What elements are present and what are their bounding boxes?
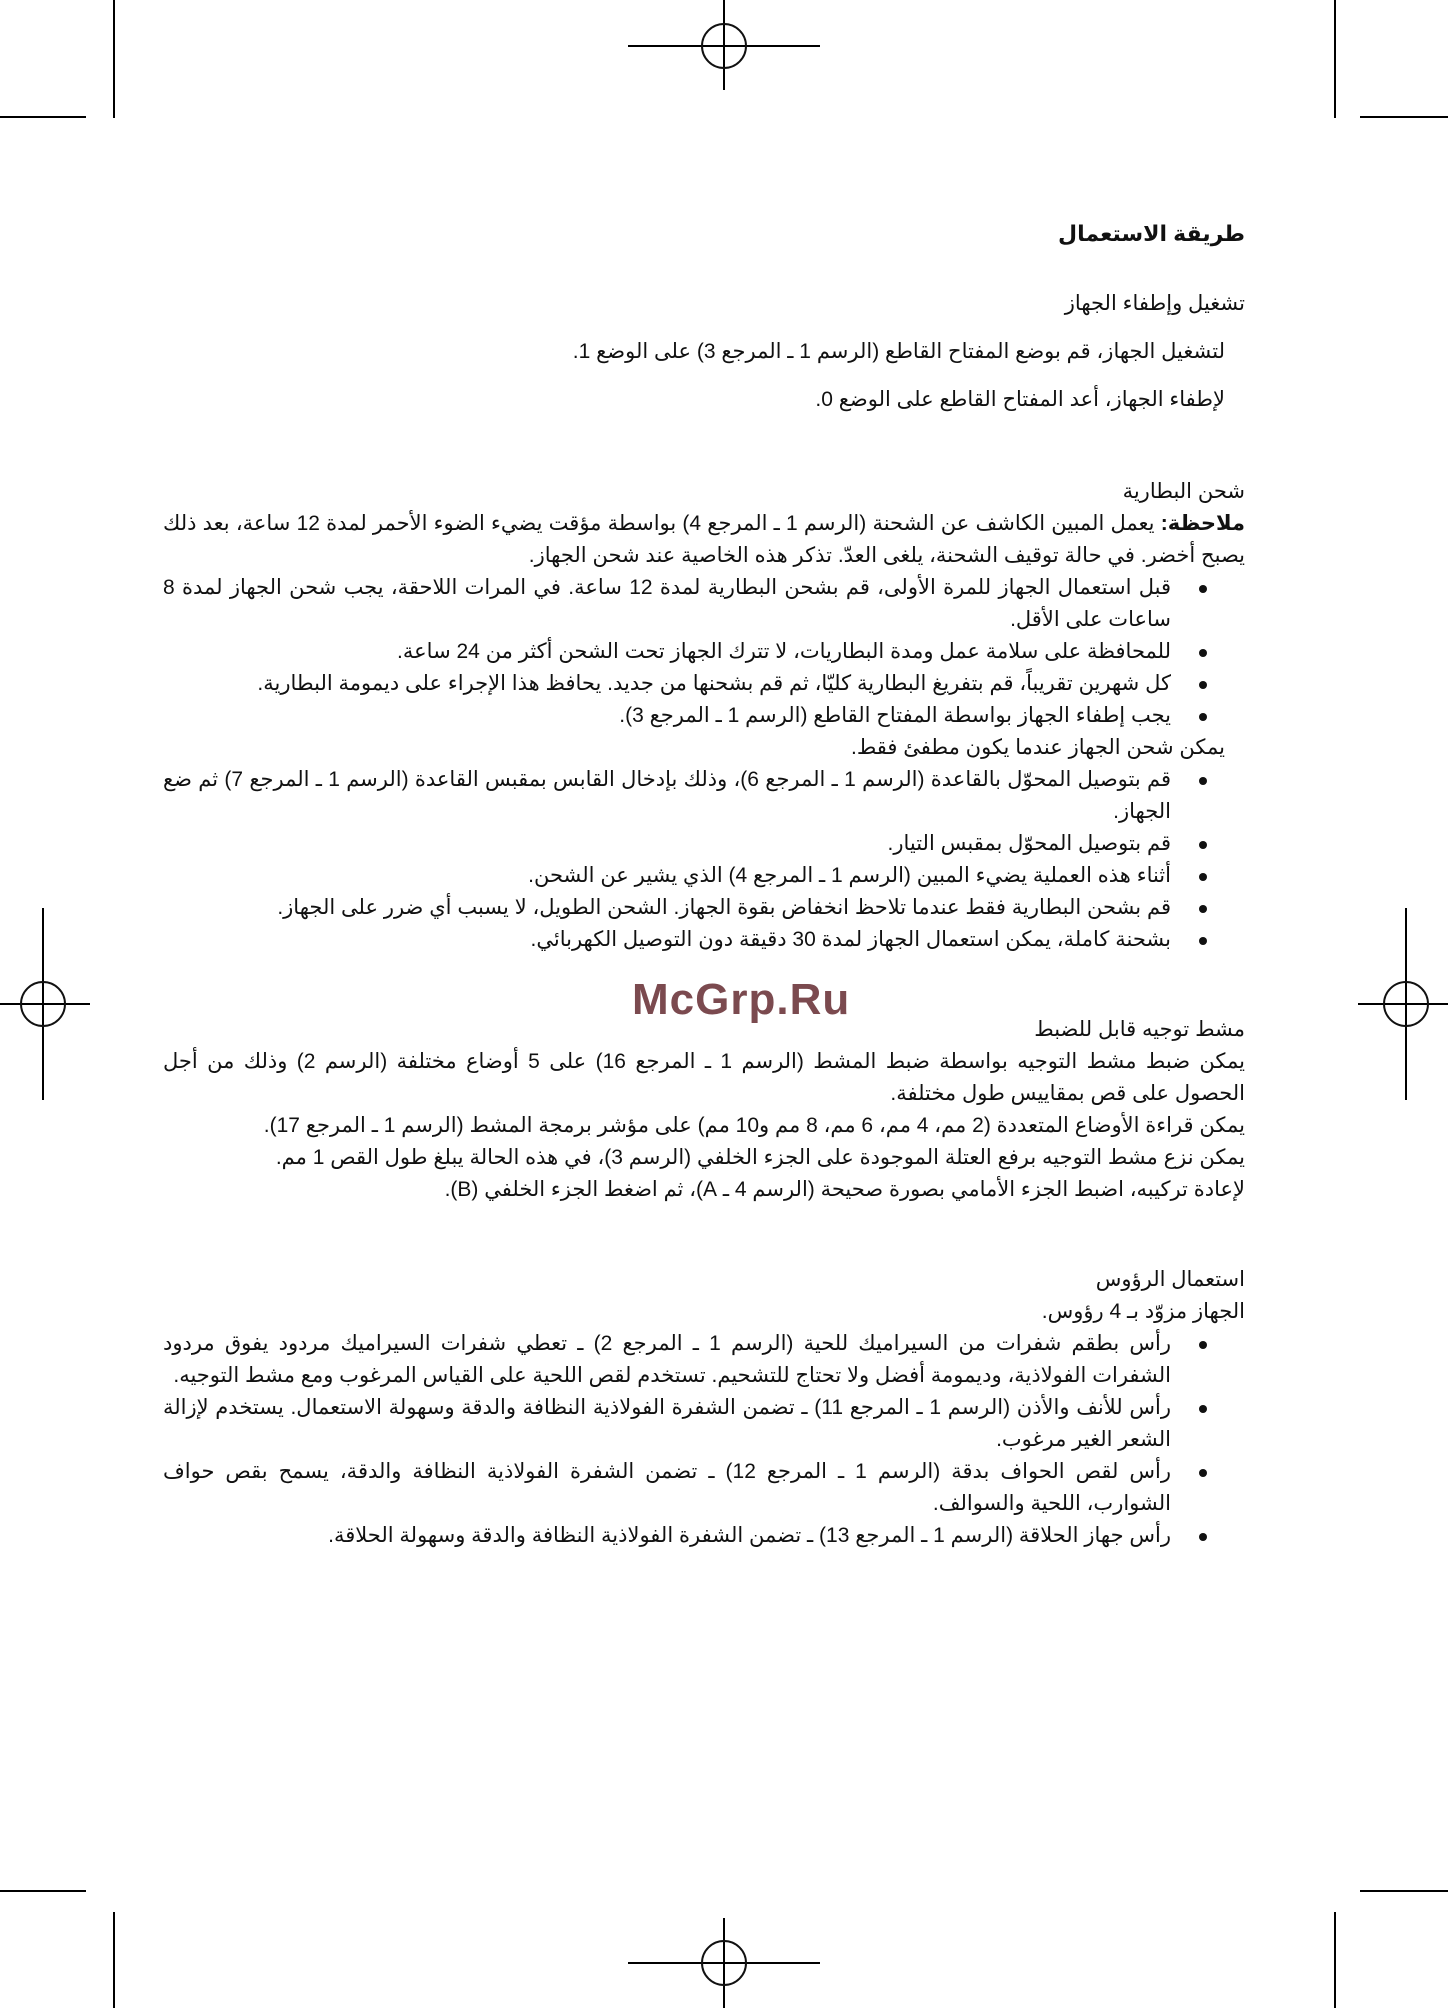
crop-mark-bottom-left-vertical bbox=[113, 1912, 115, 2008]
crop-mark-top-right-horizontal bbox=[1360, 116, 1448, 118]
section-heading-heads: استعمال الرؤوس bbox=[1095, 1268, 1245, 1291]
bullet-dot bbox=[1199, 873, 1207, 881]
list-item: رأس جهاز الحلاقة (الرسم 1 ـ المرجع 13) ـ تضمن الشفرة الفولاذية النظافة والدقة وسهولة الحلاقة. bbox=[163, 1520, 1245, 1552]
bullet-dot bbox=[1199, 841, 1207, 849]
bullet-dot bbox=[1199, 713, 1207, 721]
heads-bullet-list bbox=[163, 1328, 1245, 1552]
watermark-text: McGrp.Ru bbox=[632, 975, 851, 1024]
list-item: للمحافظة على سلامة عمل ومدة البطاريات، لا تترك الجهاز تحت الشحن أكثر من 24 ساعة. bbox=[163, 636, 1245, 668]
comb-paragraph: يمكن ضبط مشط التوجيه بواسطة ضبط المشط (الرسم 1 ـ المرجع 16) على 5 أوضاع مختلفة (الرسم 2) وذلك من أجل الحصول على قص بمقاييس طول مختلفة. bbox=[163, 1050, 1245, 1105]
section-heading-battery: شحن البطارية bbox=[1122, 480, 1245, 503]
bullet-dot bbox=[1199, 1469, 1207, 1477]
document-page bbox=[163, 218, 1245, 1552]
bullet-dot bbox=[1199, 905, 1207, 913]
comb-paragraph: يمكن نزع مشط التوجيه برفع العتلة الموجودة على الجزء الخلفي (الرسم 3)، في هذه الحالة يبلغ طول القص 1 مم. bbox=[275, 1146, 1245, 1169]
bullet-dot bbox=[1199, 777, 1207, 785]
list-item: رأس بطقم شفرات من السيراميك للحية (الرسم 1 ـ المرجع 2) ـ تعطي شفرات السيراميك مردود يفوق مردود الشفرات الفولاذية، وديمومة أفضل ولا تحتاج للتشحيم. تستخدم لقص اللحية على القياس المرغوب ومع مشط التوجيه. bbox=[163, 1328, 1245, 1392]
list-item: قم بشحن البطارية فقط عندما تلاحظ انخفاض بقوة الجهاز. الشحن الطويل، لا يسبب أي ضرر على الجهاز. bbox=[163, 892, 1245, 924]
list-item: قبل استعمال الجهاز للمرة الأولى، قم بشحن البطارية لمدة 12 ساعة. في المرات اللاحقة، يجب شحن الجهاز لمدة 8 ساعات على الأقل. bbox=[163, 572, 1245, 636]
heads-intro: الجهاز مزوّد بـ 4 رؤوس. bbox=[1041, 1300, 1245, 1323]
list-item: رأس للأنف والأذن (الرسم 1 ـ المرجع 11) ـ تضمن الشفرة الفولاذية النظافة والدقة وسهولة الاستعمال. يستخدم لإزالة الشعر الغير مرغوب. bbox=[163, 1392, 1245, 1456]
battery-bullet-list-1 bbox=[163, 572, 1245, 732]
bullet-dot bbox=[1199, 1341, 1207, 1349]
bullet-dot bbox=[1199, 1533, 1207, 1541]
list-item: يجب إطفاء الجهاز بواسطة المفتاح القاطع (الرسم 1 ـ المرجع 3). bbox=[163, 700, 1245, 732]
comb-paragraph: لإعادة تركيبه، اضبط الجزء الأمامي بصورة صحيحة (الرسم 4 ـ A)، ثم اضغط الجزء الخلفي (B). bbox=[444, 1178, 1245, 1201]
charge-condition-text: يمكن شحن الجهاز عندما يكون مطفئ فقط. bbox=[850, 736, 1225, 759]
list-item: كل شهرين تقريباً، قم بتفريغ البطارية كليّا، ثم قم بشحنها من جديد. يحافظ هذا الإجراء على ديمومة البطارية. bbox=[163, 668, 1245, 700]
crop-mark-top-right-vertical bbox=[1334, 0, 1336, 118]
list-item: بشحنة كاملة، يمكن استعمال الجهاز لمدة 30 دقيقة دون التوصيل الكهربائي. bbox=[163, 924, 1245, 956]
section-heading-comb: مشط توجيه قابل للضبط bbox=[1034, 1018, 1245, 1041]
crop-mark-top-left-vertical bbox=[113, 0, 115, 118]
page-title: طريقة الاستعمال bbox=[1057, 221, 1245, 246]
note-text: يعمل المبين الكاشف عن الشحنة (الرسم 1 ـ المرجع 4) بواسطة مؤقت يضيء الضوء الأحمر لمدة 12 ساعة، بعد ذلك يصبح أخضر. في حالة توقيف الشحنة، يلغى العدّ. تذكر هذه الخاصية عند شحن الجهاز. bbox=[163, 512, 1245, 567]
comb-paragraph: يمكن قراءة الأوضاع المتعددة (2 مم، 4 مم، 6 مم، 8 مم و10 مم) على مؤشر برمجة المشط (الرسم 1 ـ المرجع 17). bbox=[263, 1114, 1245, 1137]
bullet-dot bbox=[1199, 1405, 1207, 1413]
bullet-dot bbox=[1199, 585, 1207, 593]
bullet-dot bbox=[1199, 937, 1207, 945]
crop-mark-bottom-right-horizontal bbox=[1360, 1890, 1448, 1892]
power-on-instruction: لتشغيل الجهاز، قم بوضع المفتاح القاطع (الرسم 1 ـ المرجع 3) على الوضع 1. bbox=[572, 340, 1225, 363]
list-item: أثناء هذه العملية يضيء المبين (الرسم 1 ـ المرجع 4) الذي يشير عن الشحن. bbox=[163, 860, 1245, 892]
crop-mark-top-left-horizontal bbox=[0, 116, 86, 118]
list-item: قم بتوصيل المحوّل بالقاعدة (الرسم 1 ـ المرجع 6)، وذلك بإدخال القابس بمقبس القاعدة (الرسم 1 ـ المرجع 7) ثم ضع الجهاز. bbox=[163, 764, 1245, 828]
battery-note bbox=[163, 508, 1245, 572]
bullet-dot bbox=[1199, 681, 1207, 689]
crop-mark-bottom-left-horizontal bbox=[0, 1890, 86, 1892]
note-label: ملاحظة: bbox=[1160, 512, 1245, 535]
bullet-dot bbox=[1199, 649, 1207, 657]
section-heading-power: تشغيل وإطفاء الجهاز bbox=[1064, 292, 1245, 315]
power-off-instruction: لإطفاء الجهاز، أعد المفتاح القاطع على الوضع 0. bbox=[815, 388, 1225, 411]
list-item: قم بتوصيل المحوّل بمقبس التيار. bbox=[163, 828, 1245, 860]
crop-mark-bottom-right-vertical bbox=[1334, 1912, 1336, 2008]
battery-bullet-list-2 bbox=[163, 764, 1245, 956]
list-item: رأس لقص الحواف بدقة (الرسم 1 ـ المرجع 12) ـ تضمن الشفرة الفولاذية النظافة والدقة، يسمح بقص حواف الشوارب، اللحية والسوالف. bbox=[163, 1456, 1245, 1520]
